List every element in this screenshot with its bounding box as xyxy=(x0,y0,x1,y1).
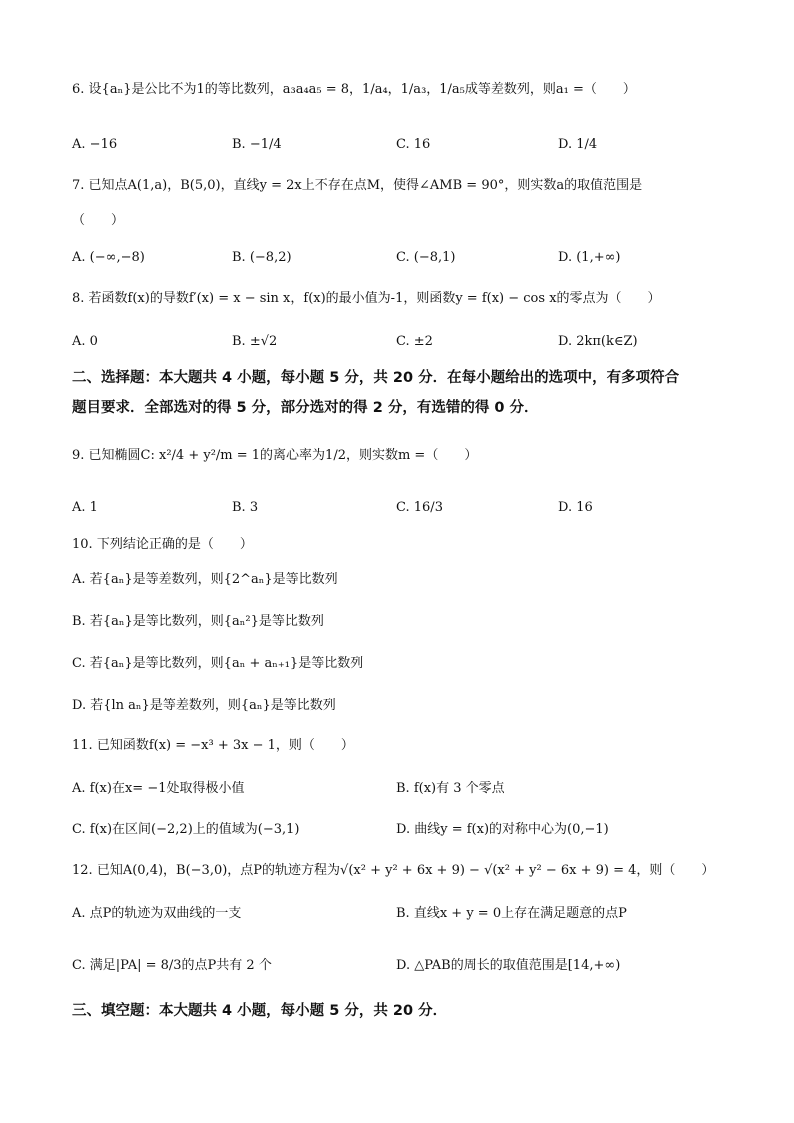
question-8-stem xyxy=(72,290,661,308)
question-7-paren: （ ） xyxy=(72,213,125,228)
question-number: 7. xyxy=(72,178,85,193)
question-number: 9. xyxy=(72,448,85,463)
q7-option-b: B. (−8,2) xyxy=(232,250,292,265)
q10-option-b: B. 若{aₙ}是等比数列，则{aₙ²}是等比数列 xyxy=(72,614,324,629)
question-12-stem xyxy=(72,862,714,880)
question-text: 若函数f(x)的导数f′(x) = x − sin x，f(x)的最小值为-1，则函数y = f(x) − cos x的零点为（ ） xyxy=(88,291,661,306)
question-text: 已知椭圆C: x²/4 + y²/m = 1的离心率为1/2，则实数m =（ ） xyxy=(88,448,478,463)
q6-option-c: C. 16 xyxy=(396,137,431,152)
q12-option-c: C. 满足|PA| = 8/3的点P共有 2 个 xyxy=(72,958,272,973)
question-number: 12. xyxy=(72,863,93,878)
q8-option-d: D. 2kπ(k∈Z) xyxy=(558,334,638,349)
q7-option-a: A. (−∞,−8) xyxy=(72,250,145,265)
question-10-stem xyxy=(72,536,253,554)
question-text: 设{aₙ}是公比不为1的等比数列，a₃a₄a₅ = 8，1/a₄，1/a₃，1/a₅成等差数列，则a₁ =（ ） xyxy=(88,82,636,97)
q6-option-b: B. −1/4 xyxy=(232,137,282,152)
q11-option-b: B. f(x)有 3 个零点 xyxy=(396,781,505,796)
q7-option-d: D. (1,+∞) xyxy=(558,250,621,265)
question-number: 8. xyxy=(72,291,85,306)
question-text: 下列结论正确的是（ ） xyxy=(96,537,253,552)
q12-option-d: D. △PAB的周长的取值范围是[14,+∞) xyxy=(396,958,621,973)
q10-option-a: A. 若{aₙ}是等差数列，则{2^aₙ}是等比数列 xyxy=(72,572,338,587)
question-number: 10. xyxy=(72,537,93,552)
question-text: 已知A(0,4)，B(−3,0)，点P的轨迹方程为√(x² + y² + 6x + 9) − √(x² + y² − 6x + 9) = 4，则（ ） xyxy=(96,863,715,878)
q8-option-c: C. ±2 xyxy=(396,334,433,349)
question-text: 已知函数f(x) = −x³ + 3x − 1，则（ ） xyxy=(96,738,354,753)
q9-option-a: A. 1 xyxy=(72,500,98,515)
q9-option-b: B. 3 xyxy=(232,500,259,515)
question-number: 11. xyxy=(72,738,93,753)
q10-option-c: C. 若{aₙ}是等比数列，则{aₙ + aₙ₊₁}是等比数列 xyxy=(72,656,364,671)
section-3-heading: 三、填空题：本大题共 4 小题，每小题 5 分，共 20 分． xyxy=(72,1003,448,1019)
q6-option-a: A. −16 xyxy=(72,137,118,152)
q11-option-c: C. f(x)在区间(−2,2)上的值域为(−3,1) xyxy=(72,822,300,837)
q8-option-a: A. 0 xyxy=(72,334,98,349)
q10-option-d: D. 若{ln aₙ}是等差数列，则{aₙ}是等比数列 xyxy=(72,698,336,713)
question-6-stem xyxy=(72,81,636,99)
q9-option-d: D. 16 xyxy=(558,500,593,515)
q11-option-d: D. 曲线y = f(x)的对称中心为(0,−1) xyxy=(396,822,609,837)
section-2-heading-line-2: 题目要求．全部选对的得 5 分，部分选对的得 2 分，有选错的得 0 分． xyxy=(72,400,539,416)
q12-option-a: A. 点P的轨迹为双曲线的一支 xyxy=(72,906,242,921)
section-2-heading-line-1: 二、选择题：本大题共 4 小题，每小题 5 分，共 20 分．在每小题给出的选项中，有多项符合 xyxy=(72,370,680,386)
question-11-stem xyxy=(72,737,354,755)
q11-option-a: A. f(x)在x= −1处取得极小值 xyxy=(72,781,245,796)
q12-option-b: B. 直线x + y = 0上存在满足题意的点P xyxy=(396,906,627,921)
question-text: 已知点A(1,a)，B(5,0)，直线y = 2x上不存在点M，使得∠AMB = 90°，则实数a的取值范围是 xyxy=(88,178,643,193)
question-9-stem xyxy=(72,447,477,465)
q8-option-b: B. ±√2 xyxy=(232,334,278,349)
question-number: 6. xyxy=(72,82,85,97)
q6-option-d: D. 1/4 xyxy=(558,137,598,152)
q9-option-c: C. 16/3 xyxy=(396,500,443,515)
q7-option-c: C. (−8,1) xyxy=(396,250,456,265)
question-7-stem xyxy=(72,177,642,195)
